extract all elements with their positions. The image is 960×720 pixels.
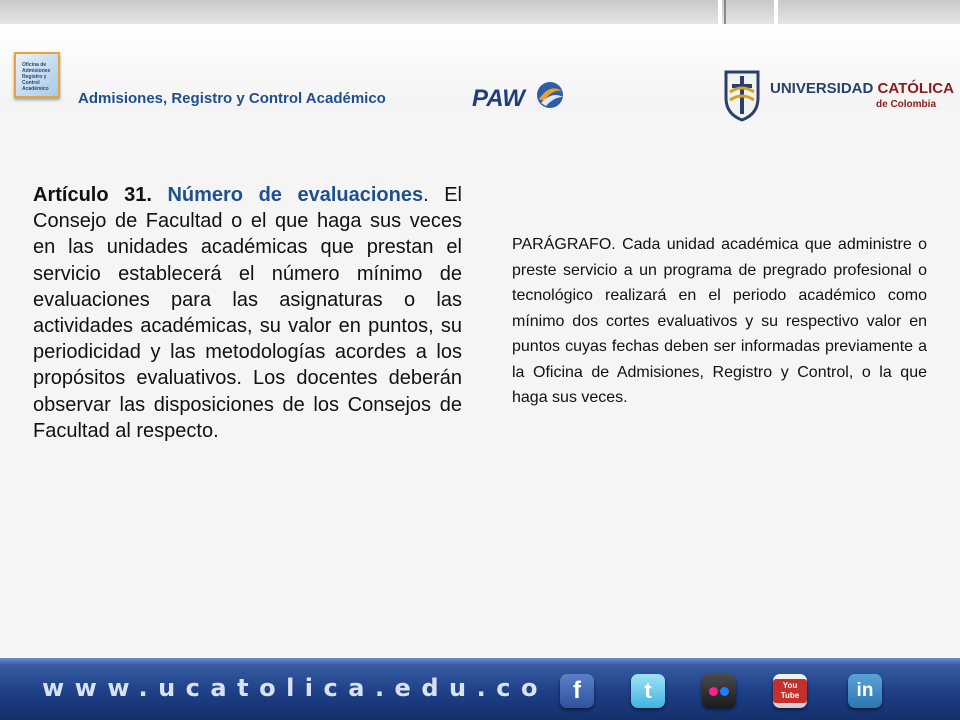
article-number: Artículo 31. (33, 184, 152, 206)
paw-logo (472, 79, 568, 113)
linkedin-icon[interactable] (848, 674, 882, 708)
office-logo (14, 52, 60, 98)
page-title: Admisiones, Registro y Control Académico (78, 90, 386, 107)
facebook-icon[interactable] (560, 674, 594, 708)
youtube-glyph: You Tube (773, 679, 807, 703)
university-shield-icon (722, 68, 762, 122)
article-title: Número de evaluaciones (167, 184, 424, 206)
footer-shine (0, 658, 960, 664)
office-logo-text: Oficina de Admisiones Registro y Control Académico (22, 62, 51, 92)
footer (0, 658, 960, 720)
paragraph-text: PARÁGRAFO. Cada unidad académica que administre o preste servicio a un programa de pregrado profesional o tecnológico realizará en el periodo académico como mínimo dos cortes evaluativos y su respectivo valor en puntos cuyas fechas deben ser informadas previamente a la Oficina de Admisiones, Registro y Control, o la que haga sus veces. (512, 236, 927, 406)
flickr-icon[interactable] (702, 674, 736, 708)
article-text (33, 182, 462, 444)
youtube-icon[interactable] (773, 674, 807, 708)
linkedin-glyph: in (856, 680, 874, 701)
website-url-link[interactable]: www.ucatolica.edu.co (42, 674, 548, 702)
article-body: El Consejo de Facultad o el que haga sus veces en las unidades académicas que prestan el servicio establecerá el número mínimo de evaluaciones para las asignaturas o las actividades académicas, su valor en puntos, su periodicidad y las metodologías acordes a los propósitos evaluativos. Los docentes deberán observar las disposiciones de los Consejos de Facultad al respecto. (33, 184, 462, 442)
top-bar (0, 0, 960, 24)
top-bar-stripe (774, 0, 778, 24)
university-logo (722, 68, 952, 122)
flickr-dot-blue (720, 687, 729, 696)
flickr-dot-pink (709, 687, 718, 696)
header (0, 24, 960, 110)
university-name (770, 80, 954, 97)
university-name-part2: CATÓLICA (877, 80, 954, 97)
facebook-glyph: f (573, 677, 581, 704)
university-name-part1: UNIVERSIDAD (770, 80, 874, 97)
university-subtitle: de Colombia (876, 99, 937, 110)
paw-logo-text: PAW (472, 85, 525, 112)
twitter-glyph: t (644, 678, 652, 703)
twitter-icon[interactable] (631, 674, 665, 708)
article-title-end: . (423, 184, 429, 206)
top-bar-stripe (718, 0, 722, 24)
top-bar-stripe (724, 0, 726, 24)
